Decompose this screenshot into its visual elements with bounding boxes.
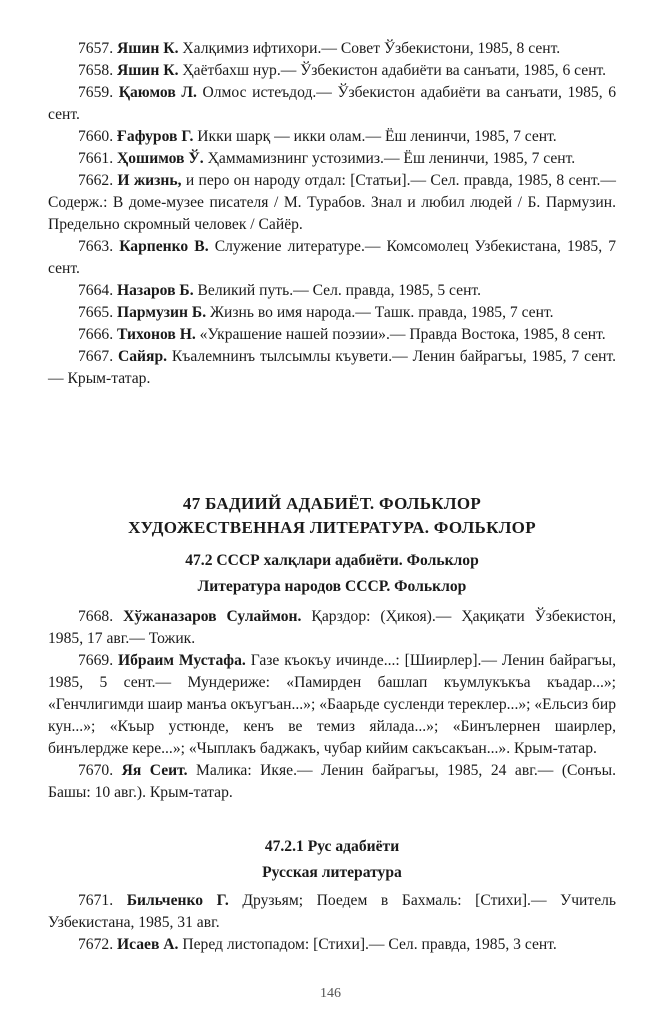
section-47-2-1-heading bbox=[48, 836, 616, 884]
bibliography-entry bbox=[48, 650, 616, 760]
entry-text: Малика: Икяе.— Ленин байрагъы, 1985, 24 авг.— (Сонъы. Башы: 10 авг.). Крым-татар. bbox=[48, 762, 616, 801]
entry-author: Бильченко Г. bbox=[126, 892, 229, 909]
entry-number: 7663. bbox=[78, 238, 114, 255]
subsection-heading-uz: 47.2 СССР халқлари адабиёти. Фольклор bbox=[185, 552, 479, 569]
bibliography-entry bbox=[48, 606, 616, 650]
entry-text: Служение литературе.— Комсомолец Узбекистана, 1985, 7 сент. bbox=[48, 238, 616, 277]
entry-number: 7668. bbox=[78, 608, 114, 625]
entry-text: Великий путь.— Сел. правда, 1985, 5 сент. bbox=[197, 282, 481, 299]
entry-text: Друзьям; Поедем в Бахмаль: [Стихи].— Учитель Узбекистана, 1985, 31 авг. bbox=[48, 892, 617, 931]
entries-47-2 bbox=[48, 606, 616, 804]
subsection-heading-ru: Литература народов СССР. Фольклор bbox=[197, 578, 467, 595]
entries-top bbox=[48, 38, 616, 390]
entry-number: 7661. bbox=[78, 150, 114, 167]
entry-author: Яшин К. bbox=[117, 40, 179, 57]
bibliography-entry bbox=[48, 148, 616, 170]
bibliography-entry bbox=[48, 890, 616, 934]
bibliography-entry bbox=[48, 60, 616, 82]
section-47-2-heading bbox=[48, 550, 616, 598]
entry-text: Олмос истеъдод.— Ўзбекистон адабиёти ва санъати, 1985, 6 сент. bbox=[48, 84, 617, 123]
entry-text: Къалемнинъ тылсымлы къувети.— Ленин байрагъы, 1985, 7 сент.— Крым-татар. bbox=[48, 348, 617, 387]
bibliography-entry bbox=[48, 38, 616, 60]
section-heading-ru: ХУДОЖЕСТВЕННАЯ ЛИТЕРАТУРА. ФОЛЬКЛОР bbox=[128, 518, 536, 537]
bibliography-entry bbox=[48, 236, 616, 280]
entry-author: Яя Сеит. bbox=[121, 762, 188, 779]
entry-author: Исаев А. bbox=[117, 936, 179, 953]
bibliography-entry bbox=[48, 82, 616, 126]
entries-47-2-1 bbox=[48, 890, 616, 956]
bibliography-entry bbox=[48, 170, 616, 236]
entry-number: 7672. bbox=[78, 936, 114, 953]
entry-number: 7667. bbox=[78, 348, 114, 365]
entry-author: Тихонов Н. bbox=[117, 326, 196, 343]
entry-author: Сайяр. bbox=[117, 348, 168, 365]
entry-number: 7666. bbox=[78, 326, 114, 343]
entry-author: Карпенко В. bbox=[119, 238, 209, 255]
entry-text: Икки шарқ — икки олам.— Ёш ленинчи, 1985, 7 сент. bbox=[197, 128, 557, 145]
entry-text: и перо он народу отдал: [Статьи].— Сел. правда, 1985, 8 сент.— Содерж.: В доме-музее писателя / М. Турабов. Знал и любил людей / Б. Пармузин. Предельно скромный человек / Сайёр. bbox=[48, 172, 616, 233]
entry-author: Назаров Б. bbox=[117, 282, 194, 299]
section-heading-uz: 47 БАДИИЙ АДАБИЁТ. ФОЛЬКЛОР bbox=[182, 494, 482, 513]
entry-number: 7669. bbox=[78, 652, 114, 669]
subsection-heading-ru: Русская литература bbox=[262, 864, 402, 881]
entry-author: Ибраим Мустафа. bbox=[118, 652, 246, 669]
entry-text: «Украшение нашей поэзии».— Правда Востока, 1985, 8 сент. bbox=[199, 326, 606, 343]
entry-author: Хўжаназаров Сулаймон. bbox=[123, 608, 302, 625]
entry-number: 7657. bbox=[78, 40, 114, 57]
entry-author: Пармузин Б. bbox=[117, 304, 207, 321]
entry-number: 7670. bbox=[78, 762, 114, 779]
entry-text: Ҳаммамизнинг устозимиз.— Ёш ленинчи, 1985, 7 сент. bbox=[207, 150, 576, 167]
entry-author: И жизнь, bbox=[117, 172, 182, 189]
entry-number: 7662. bbox=[78, 172, 114, 189]
entry-number: 7671. bbox=[78, 892, 114, 909]
entry-author: Қаюмов Л. bbox=[118, 84, 197, 101]
bibliography-entry bbox=[48, 280, 616, 302]
bibliography-entry bbox=[48, 934, 616, 956]
bibliography-entry bbox=[48, 346, 616, 390]
bibliography-entry bbox=[48, 760, 616, 804]
entry-text: Қарздор: (Ҳикоя).— Ҳақиқати Ўзбекистон, 1985, 17 авг.— Тожик. bbox=[48, 608, 616, 647]
page-number: 146 bbox=[320, 986, 341, 1001]
entry-text: Ҳаётбахш нур.— Ўзбекистон адабиёти ва санъати, 1985, 6 сент. bbox=[182, 62, 607, 79]
entry-number: 7664. bbox=[78, 282, 114, 299]
bibliography-entry bbox=[48, 302, 616, 324]
entry-text: Халқимиз ифтихори.— Совет Ўзбекистони, 1985, 8 сент. bbox=[182, 40, 561, 57]
entry-number: 7658. bbox=[78, 62, 114, 79]
entry-number: 7665. bbox=[78, 304, 114, 321]
entry-text: Перед листопадом: [Стихи].— Сел. правда, 1985, 3 сент. bbox=[182, 936, 557, 953]
bibliography-entry bbox=[48, 324, 616, 346]
entry-number: 7659. bbox=[78, 84, 114, 101]
section-47-heading bbox=[48, 492, 616, 540]
entry-author: Ҳошимов Ў. bbox=[117, 150, 204, 167]
entry-author: Ғафуров Г. bbox=[117, 128, 194, 145]
entry-text: Жизнь во имя народа.— Ташк. правда, 1985, 7 сент. bbox=[210, 304, 554, 321]
entry-text: Газе къокъу ичинде...: [Шиирлер].— Ленин байрагъы, 1985, 5 сент.— Мундериже: «Памирден башлап къумлукъкъа къадар...»; «Генчлигимди шаир манъа окъугъан...»; «Баарьде сусленди тереклер...»; «Ельсиз бир кун...»; «Къыр устюнде, кенъ ве темиз яйлада...»; «Бинълернен шаирлер, бинълердже кере...»; «Чыплакъ баджакъ, чубар кийим сакъсакъан...». Крым-татар. bbox=[48, 652, 616, 757]
entry-number: 7660. bbox=[78, 128, 114, 145]
bibliography-entry bbox=[48, 126, 616, 148]
entry-author: Яшин К. bbox=[117, 62, 179, 79]
subsection-heading-uz: 47.2.1 Рус адабиёти bbox=[264, 838, 400, 855]
